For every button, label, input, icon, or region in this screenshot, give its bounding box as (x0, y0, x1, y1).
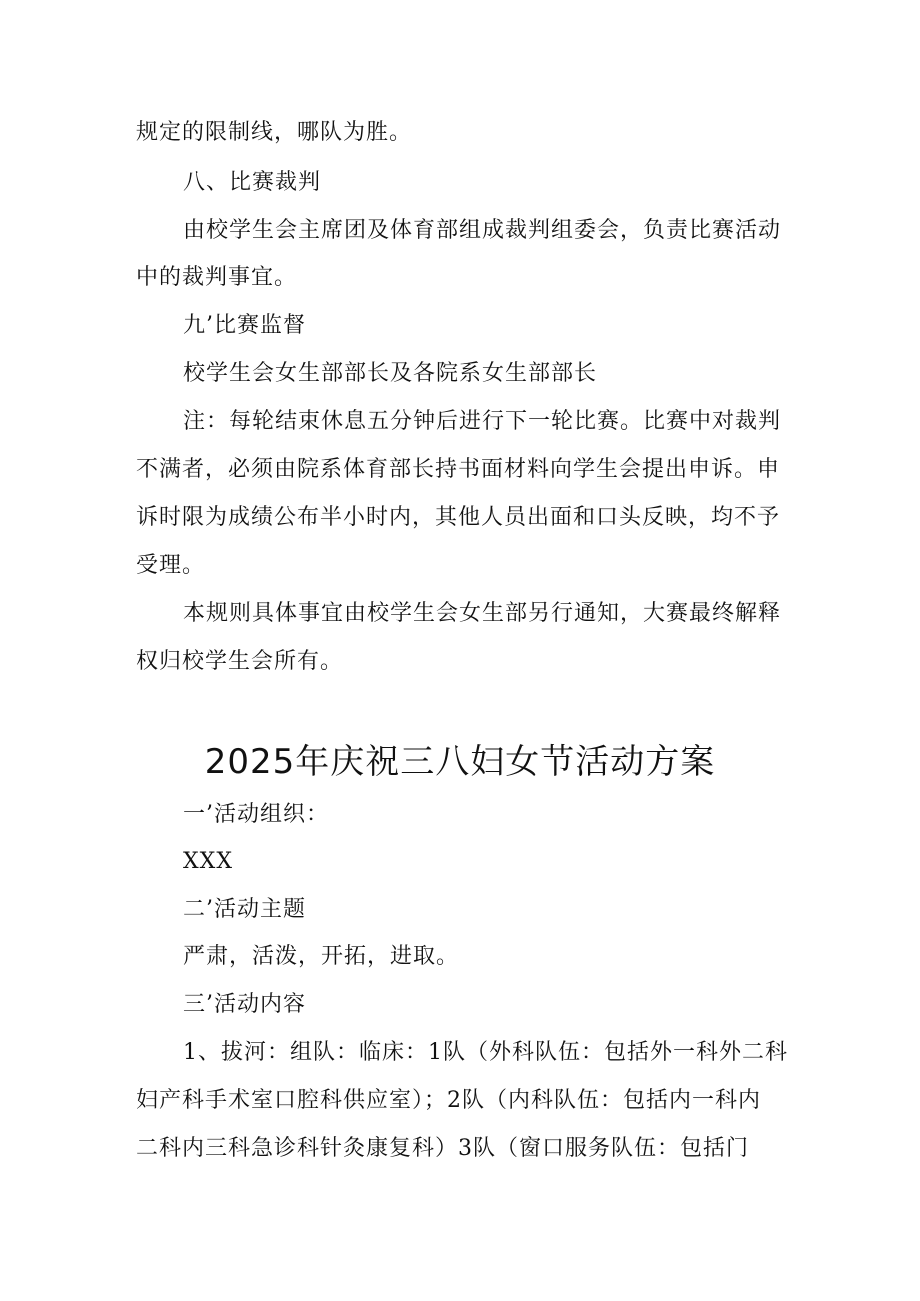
section-heading: 九’比赛监督 (183, 313, 306, 338)
paragraph-line: 1、拔河：组队：临床：1队（外科队伍：包括外一科外二科 (183, 1040, 788, 1065)
paragraph-line: XXX (183, 849, 233, 874)
paragraph-line: 规定的限制线，哪队为胜。 (136, 120, 413, 145)
paragraph-line: 由校学生会主席团及体育部组成裁判组委会，负责比赛活动 (183, 218, 782, 243)
paragraph-line: 受理。 (136, 553, 206, 578)
paragraph-line: 权归校学生会所有。 (136, 649, 344, 674)
document-title: 2025年庆祝三八妇女节活动方案 (204, 742, 716, 782)
paragraph-line: 中的裁判事宜。 (136, 265, 298, 290)
paragraph-line: 诉时限为成绩公布半小时内，其他人员出面和口头反映，均不予 (136, 505, 781, 530)
section-heading: 八、比赛裁判 (183, 170, 322, 195)
paragraph-line: 严肃，活泼，开拓，进取。 (183, 944, 460, 969)
section-heading: 二’活动主题 (183, 897, 306, 922)
paragraph-line: 妇产科手术室口腔科供应室）；2队（内科队伍：包括内一科内 (136, 1088, 761, 1113)
section-heading: 一’活动组织： (183, 802, 329, 827)
paragraph-line: 不满者，必须由院系体育部长持书面材料向学生会提出申诉。申 (136, 457, 781, 482)
paragraph-line: 本规则具体事宜由校学生会女生部另行通知，大赛最终解释 (183, 601, 782, 626)
paragraph-line: 二科内三科急诊科针灸康复科）3队（窗口服务队伍：包括门 (136, 1136, 749, 1161)
paragraph-line: 校学生会女生部部长及各院系女生部部长 (183, 361, 598, 386)
section-heading: 三’活动内容 (183, 992, 306, 1017)
paragraph-line: 注：每轮结束休息五分钟后进行下一轮比赛。比赛中对裁判 (183, 409, 782, 434)
